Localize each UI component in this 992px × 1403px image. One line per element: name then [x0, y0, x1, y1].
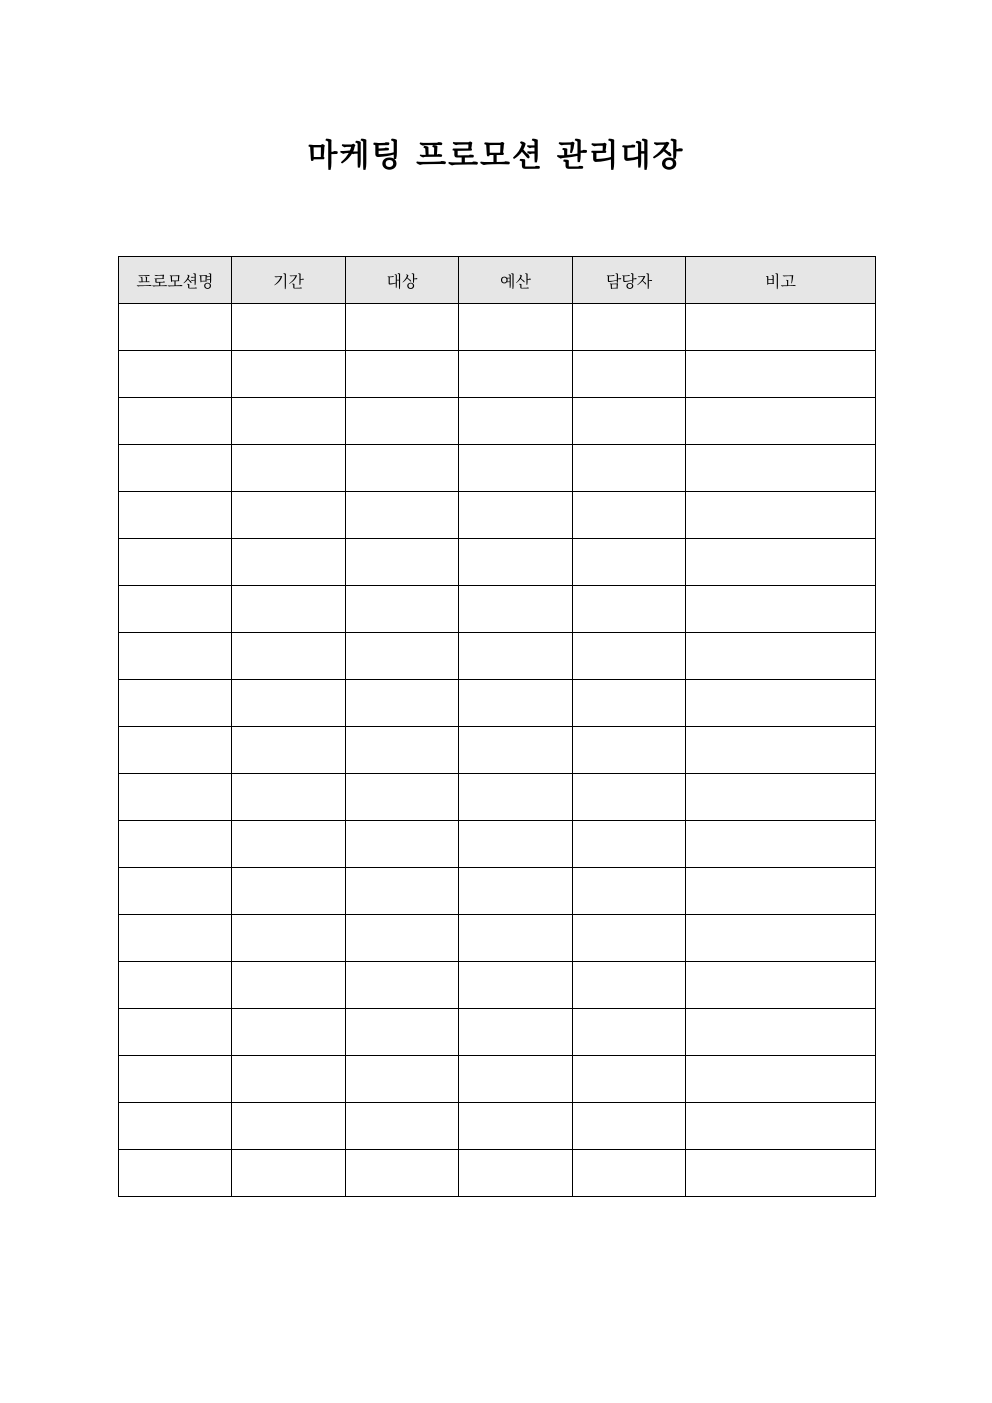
table-row	[119, 774, 876, 821]
cell-target[interactable]	[346, 633, 459, 680]
header-remarks: 비고	[686, 257, 876, 304]
cell-budget[interactable]	[459, 680, 573, 727]
table-row	[119, 915, 876, 962]
cell-manager[interactable]	[573, 304, 686, 351]
cell-budget[interactable]	[459, 915, 573, 962]
table-row	[119, 445, 876, 492]
cell-period[interactable]	[232, 868, 346, 915]
cell-remarks[interactable]	[686, 774, 876, 821]
cell-manager[interactable]	[573, 445, 686, 492]
cell-target[interactable]	[346, 821, 459, 868]
cell-target[interactable]	[346, 962, 459, 1009]
table-row	[119, 1009, 876, 1056]
cell-manager[interactable]	[573, 1150, 686, 1197]
table-row	[119, 727, 876, 774]
cell-remarks[interactable]	[686, 962, 876, 1009]
cell-remarks[interactable]	[686, 539, 876, 586]
cell-manager[interactable]	[573, 727, 686, 774]
cell-promotion-name[interactable]	[119, 1009, 232, 1056]
cell-manager[interactable]	[573, 962, 686, 1009]
cell-target[interactable]	[346, 774, 459, 821]
cell-period[interactable]	[232, 398, 346, 445]
cell-promotion-name[interactable]	[119, 962, 232, 1009]
cell-remarks[interactable]	[686, 1056, 876, 1103]
cell-period[interactable]	[232, 821, 346, 868]
cell-period[interactable]	[232, 586, 346, 633]
cell-target[interactable]	[346, 445, 459, 492]
cell-period[interactable]	[232, 1009, 346, 1056]
cell-target[interactable]	[346, 586, 459, 633]
cell-budget[interactable]	[459, 821, 573, 868]
cell-manager[interactable]	[573, 1103, 686, 1150]
cell-period[interactable]	[232, 539, 346, 586]
table-row	[119, 680, 876, 727]
cell-target[interactable]	[346, 539, 459, 586]
cell-target[interactable]	[346, 1103, 459, 1150]
cell-promotion-name[interactable]	[119, 1150, 232, 1197]
cell-promotion-name[interactable]	[119, 586, 232, 633]
cell-promotion-name[interactable]	[119, 633, 232, 680]
cell-remarks[interactable]	[686, 586, 876, 633]
cell-remarks[interactable]	[686, 1103, 876, 1150]
cell-target[interactable]	[346, 868, 459, 915]
header-target: 대상	[346, 257, 459, 304]
cell-remarks[interactable]	[686, 1150, 876, 1197]
header-manager: 담당자	[573, 257, 686, 304]
table-row	[119, 868, 876, 915]
cell-promotion-name[interactable]	[119, 398, 232, 445]
cell-promotion-name[interactable]	[119, 445, 232, 492]
cell-period[interactable]	[232, 633, 346, 680]
cell-remarks[interactable]	[686, 492, 876, 539]
cell-budget[interactable]	[459, 1103, 573, 1150]
cell-budget[interactable]	[459, 1056, 573, 1103]
table-row	[119, 539, 876, 586]
cell-period[interactable]	[232, 727, 346, 774]
cell-remarks[interactable]	[686, 1009, 876, 1056]
table-row	[119, 586, 876, 633]
header-period: 기간	[232, 257, 346, 304]
cell-promotion-name[interactable]	[119, 1103, 232, 1150]
cell-manager[interactable]	[573, 868, 686, 915]
cell-budget[interactable]	[459, 1009, 573, 1056]
cell-manager[interactable]	[573, 774, 686, 821]
cell-remarks[interactable]	[686, 445, 876, 492]
cell-budget[interactable]	[459, 304, 573, 351]
cell-target[interactable]	[346, 1056, 459, 1103]
cell-target[interactable]	[346, 915, 459, 962]
cell-manager[interactable]	[573, 1056, 686, 1103]
cell-promotion-name[interactable]	[119, 351, 232, 398]
cell-target[interactable]	[346, 680, 459, 727]
cell-budget[interactable]	[459, 868, 573, 915]
cell-budget[interactable]	[459, 774, 573, 821]
cell-target[interactable]	[346, 492, 459, 539]
table-row	[119, 821, 876, 868]
cell-manager[interactable]	[573, 680, 686, 727]
cell-period[interactable]	[232, 1103, 346, 1150]
cell-manager[interactable]	[573, 539, 686, 586]
cell-remarks[interactable]	[686, 727, 876, 774]
cell-manager[interactable]	[573, 633, 686, 680]
cell-remarks[interactable]	[686, 304, 876, 351]
cell-manager[interactable]	[573, 915, 686, 962]
cell-period[interactable]	[232, 351, 346, 398]
cell-promotion-name[interactable]	[119, 304, 232, 351]
page-title: 마케팅 프로모션 관리대장	[307, 138, 685, 174]
header-budget: 예산	[459, 257, 573, 304]
table-row	[119, 351, 876, 398]
cell-budget[interactable]	[459, 727, 573, 774]
cell-budget[interactable]	[459, 445, 573, 492]
table-row	[119, 633, 876, 680]
cell-budget[interactable]	[459, 962, 573, 1009]
cell-budget[interactable]	[459, 398, 573, 445]
cell-target[interactable]	[346, 351, 459, 398]
promotion-ledger-table	[118, 256, 876, 1197]
cell-manager[interactable]	[573, 492, 686, 539]
cell-budget[interactable]	[459, 351, 573, 398]
cell-manager[interactable]	[573, 398, 686, 445]
cell-period[interactable]	[232, 492, 346, 539]
header-promotion-name: 프로모션명	[119, 257, 232, 304]
cell-budget[interactable]	[459, 492, 573, 539]
cell-budget[interactable]	[459, 539, 573, 586]
cell-remarks[interactable]	[686, 680, 876, 727]
cell-period[interactable]	[232, 915, 346, 962]
cell-budget[interactable]	[459, 1150, 573, 1197]
cell-target[interactable]	[346, 1009, 459, 1056]
cell-remarks[interactable]	[686, 633, 876, 680]
cell-promotion-name[interactable]	[119, 868, 232, 915]
cell-manager[interactable]	[573, 821, 686, 868]
cell-manager[interactable]	[573, 351, 686, 398]
cell-period[interactable]	[232, 1150, 346, 1197]
cell-target[interactable]	[346, 727, 459, 774]
table-row	[119, 1103, 876, 1150]
cell-budget[interactable]	[459, 586, 573, 633]
cell-target[interactable]	[346, 398, 459, 445]
cell-period[interactable]	[232, 304, 346, 351]
cell-promotion-name[interactable]	[119, 727, 232, 774]
cell-remarks[interactable]	[686, 868, 876, 915]
cell-promotion-name[interactable]	[119, 1056, 232, 1103]
cell-period[interactable]	[232, 680, 346, 727]
table-row	[119, 1150, 876, 1197]
cell-target[interactable]	[346, 304, 459, 351]
cell-promotion-name[interactable]	[119, 680, 232, 727]
cell-remarks[interactable]	[686, 821, 876, 868]
cell-target[interactable]	[346, 1150, 459, 1197]
cell-promotion-name[interactable]	[119, 492, 232, 539]
cell-promotion-name[interactable]	[119, 774, 232, 821]
table-row	[119, 1056, 876, 1103]
cell-period[interactable]	[232, 1056, 346, 1103]
cell-period[interactable]	[232, 962, 346, 1009]
cell-budget[interactable]	[459, 633, 573, 680]
cell-promotion-name[interactable]	[119, 915, 232, 962]
table-body	[119, 304, 876, 1197]
table-row	[119, 962, 876, 1009]
cell-promotion-name[interactable]	[119, 821, 232, 868]
cell-remarks[interactable]	[686, 351, 876, 398]
cell-remarks[interactable]	[686, 398, 876, 445]
cell-remarks[interactable]	[686, 915, 876, 962]
cell-period[interactable]	[232, 774, 346, 821]
table-row	[119, 492, 876, 539]
table-row	[119, 304, 876, 351]
cell-period[interactable]	[232, 445, 346, 492]
cell-manager[interactable]	[573, 1009, 686, 1056]
cell-promotion-name[interactable]	[119, 539, 232, 586]
table-row	[119, 398, 876, 445]
table-header-row	[119, 257, 876, 304]
cell-manager[interactable]	[573, 586, 686, 633]
